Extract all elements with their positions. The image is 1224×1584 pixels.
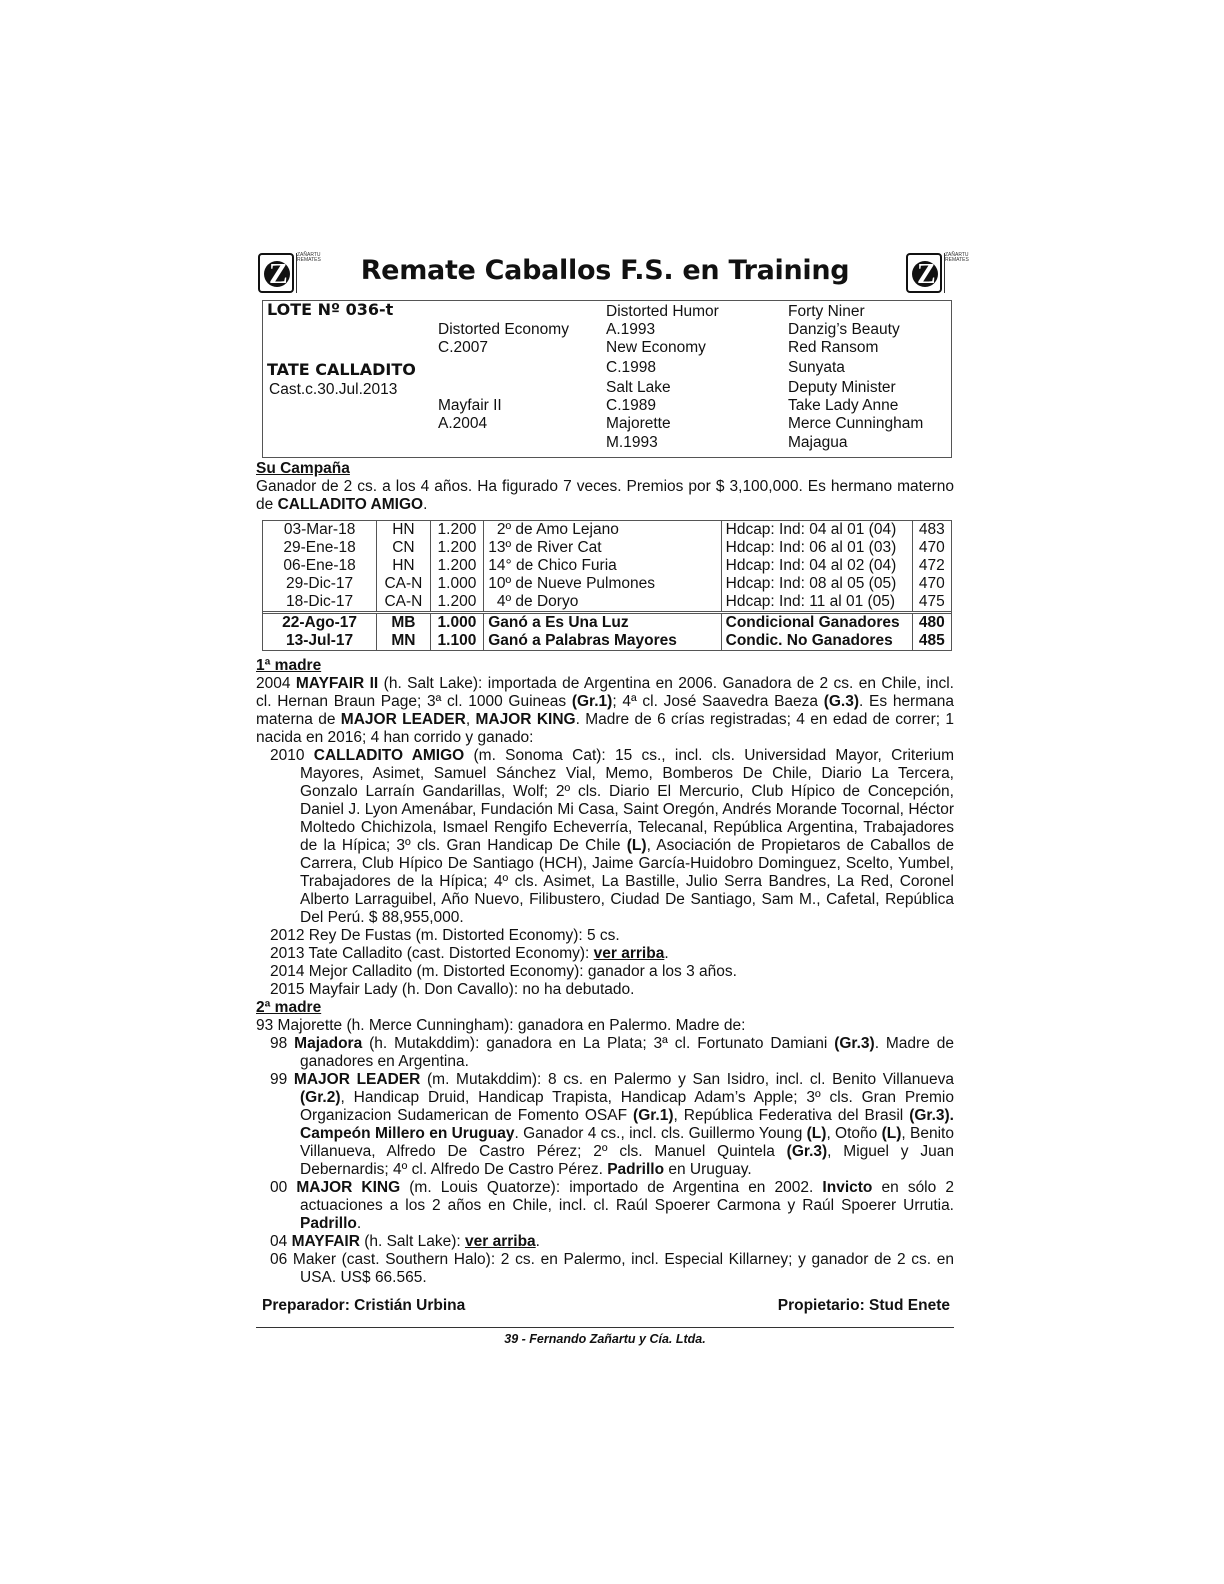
sire-name: Distorted Economy xyxy=(438,321,569,338)
trainer: Preparador: Cristián Urbina xyxy=(262,1297,466,1314)
campaign-summary: Ganador de 2 cs. a los 4 años. Ha figurado 7 veces. Premios por $ 3,100,000. Es hermano materno de CALLADITO AMIGO. xyxy=(256,478,954,513)
pedigree-gen2: M.1993 xyxy=(606,434,658,451)
table-row-win: 13-Jul-17 MN 1.100 Ganó a Palabras Mayores Condic. No Ganadores 485 xyxy=(263,632,951,650)
pedigree-gen2: Distorted Humor xyxy=(606,303,719,320)
sire-info: C.2007 xyxy=(438,339,488,356)
logo-strip: ZAÑARTU REMATES xyxy=(296,253,304,293)
trainer-owner-row xyxy=(256,1297,954,1319)
pedigree-gen3: Deputy Minister xyxy=(788,379,896,396)
race-record-table xyxy=(262,520,952,651)
second-dam-heading: 2ª madre xyxy=(256,999,322,1016)
list-item: 2012 Rey De Fustas (m. Distorted Economy): 5 cs. xyxy=(270,927,620,944)
footer-divider xyxy=(256,1327,954,1328)
lot-number: LOTE Nº 036-t xyxy=(267,300,394,319)
zanartu-logo-icon xyxy=(906,252,969,295)
pedigree-gen2: New Economy xyxy=(606,339,706,356)
list-item: 99 MAJOR LEADER (m. Mutakddim): 8 cs. en Palermo y San Isidro, incl. cl. Benito Villanueva (Gr.2), Handicap Druid, Handicap Trapista, Handicap Adam’s Apple; 3º cls. Gran Premio Organizacion Sudamerican de Fomento OSAF (Gr.1), República Federativa del Brasil (Gr.3). Campeón Millero en Uruguay. Ganador 4 cs., incl. cls. Guillermo Young (L), Otoño (L), Benito Villanueva, Alfredo De Castro Pérez; 2º cls. Manuel Quintela (Gr.3), Miguel y Juan Debernardis; 4º cl. Alfredo De Castro Pérez. Padrillo en Uruguay. xyxy=(270,1071,954,1178)
pedigree-gen3: Red Ransom xyxy=(788,339,879,356)
list-item: 2010 CALLADITO AMIGO (m. Sonoma Cat): 15 cs., incl. cls. Universidad Mayor, Criterium Mayores, Asimet, Samuel Sánchez Vial, Memo, Bomberos De Chile, Diario La Tercera, Gonzalo Larraín Gandarillas, Wolf; 2º cls. Diario El Mercurio, Club Hípico de Concepción, Daniel J. Lyon Amenábar, Fundación Mi Casa, Saint Oregón, Andrés Morande Tocornal, Héctor Moltedo Chichizola, Ismael Rengifo Echeverría, Telecanal, República Argentina, Trabajadores de la Hípica; 3º cls. Gran Handicap De Chile (L), Asociación de Propietaros de Caballos de Carrera, Club Hípico De Santiago (HCH), Jaime García-Huidobro Dominguez, Scelto, Yumbel, Trabajadores de la Hípica; 4º cls. Asimet, La Bastille, Julio Serra Bandres, La Red, Coronel Alberto Larraguibel, Año Nuevo, Filibustero, Ciudad De Santiago, Sam M., Cafetal, República Del Perú. $ 88,955,000. xyxy=(270,747,955,926)
second-dam-intro: 93 Majorette (h. Merce Cunningham): ganadora en Palermo. Madre de: xyxy=(256,1017,746,1034)
table-row: 29-Ene-18 CN 1.200 13º de River Cat Hdcap: Ind: 06 al 01 (03) 470 xyxy=(263,539,951,557)
catalog-page xyxy=(256,250,969,1346)
pedigree-gen2: A.1993 xyxy=(606,321,656,338)
ver-arriba-link[interactable]: ver arriba xyxy=(465,1233,536,1250)
pedigree-gen3: Sunyata xyxy=(788,359,845,376)
list-item: 00 MAJOR KING (m. Louis Quatorze): importado de Argentina en 2002. Invicto en sólo 2 actuaciones a los 2 años en Chile, incl. cl. Raúl Spoerer Carmona y Raúl Spoerer Urrutia. Padrillo. xyxy=(270,1179,954,1232)
first-dam-paragraph: 2004 MAYFAIR II (h. Salt Lake): importada de Argentina en 2006. Ganadora de 2 cs. en Chile, incl. cl. Hernan Braun Page; 3ª cl. 1000 Guineas (Gr.1); 4ª cl. José Saavedra Baeza (G.3). Es hermana materna de MAJOR LEADER, MAJOR KING. Madre de 6 crías registradas; 4 en edad de correr; 1 nacida en 2016; 4 han corrido y ganado: xyxy=(256,675,954,746)
pedigree-gen3: Merce Cunningham xyxy=(788,415,924,432)
page-footer: 39 - Fernando Zañartu y Cía. Ltda. xyxy=(504,1332,706,1346)
dam-name: Mayfair II xyxy=(438,397,502,414)
ver-arriba-link[interactable]: ver arriba xyxy=(593,945,665,962)
pedigree-gen3: Take Lady Anne xyxy=(788,397,899,414)
table-row: 29-Dic-17 CA-N 1.000 10º de Nueve Pulmones Hdcap: Ind: 08 al 05 (05) 470 xyxy=(263,575,951,593)
list-item: 2015 Mayfair Lady (h. Don Cavallo): no ha debutado. xyxy=(270,981,635,998)
table-row: 18-Dic-17 CA-N 1.200 4º de Doryo Hdcap: Ind: 11 al 01 (05) 475 xyxy=(263,593,951,613)
list-item: 06 Maker (cast. Southern Halo): 2 cs. en Palermo, incl. Especial Killarney; y ganador de 2 cs. en USA. US$ 66.565. xyxy=(270,1251,954,1286)
pedigree-box xyxy=(262,300,952,458)
list-item: 2014 Mejor Calladito (m. Distorted Economy): ganador a los 3 años. xyxy=(270,963,737,980)
campaign-heading: Su Campaña xyxy=(256,460,350,477)
pedigree-gen3: Danzig’s Beauty xyxy=(788,321,900,338)
first-dam-heading: 1ª madre xyxy=(256,657,322,674)
list-item: 2013 Tate Calladito (cast. Distorted Economy): ver arriba. xyxy=(270,945,669,962)
dam-info: A.2004 xyxy=(438,415,488,432)
logo-strip: ZAÑARTU REMATES xyxy=(944,253,952,293)
list-item: 98 Majadora (h. Mutakddim): ganadora en La Plata; 3ª cl. Fortunato Damiani (Gr.3). Madre de ganadores en Argentina. xyxy=(270,1035,954,1070)
table-row-win: 22-Ago-17 MB 1.000 Ganó a Es Una Luz Condicional Ganadores 480 xyxy=(263,613,951,633)
pedigree-gen3: Majagua xyxy=(788,434,848,451)
pedigree-gen2: C.1989 xyxy=(606,397,656,414)
page-title: Remate Caballos F.S. en Training xyxy=(360,255,850,286)
pedigree-gen2: Majorette xyxy=(606,415,671,432)
pedigree-gen3: Forty Niner xyxy=(788,303,865,320)
list-item: 04 MAYFAIR (h. Salt Lake): ver arriba. xyxy=(270,1233,540,1250)
owner: Propietario: Stud Enete xyxy=(777,1297,950,1314)
page-header xyxy=(256,250,969,300)
horse-info: Cast.c.30.Jul.2013 xyxy=(269,381,398,398)
horse-name: TATE CALLADITO xyxy=(267,360,416,379)
pedigree-gen2: Salt Lake xyxy=(606,379,671,396)
pedigree-gen2: C.1998 xyxy=(606,359,656,376)
table-row: 03-Mar-18 HN 1.200 2º de Amo Lejano Hdcap: Ind: 04 al 01 (04) 483 xyxy=(263,521,951,539)
table-row: 06-Ene-18 HN 1.200 14° de Chico Furia Hdcap: Ind: 04 al 02 (04) 472 xyxy=(263,557,951,575)
